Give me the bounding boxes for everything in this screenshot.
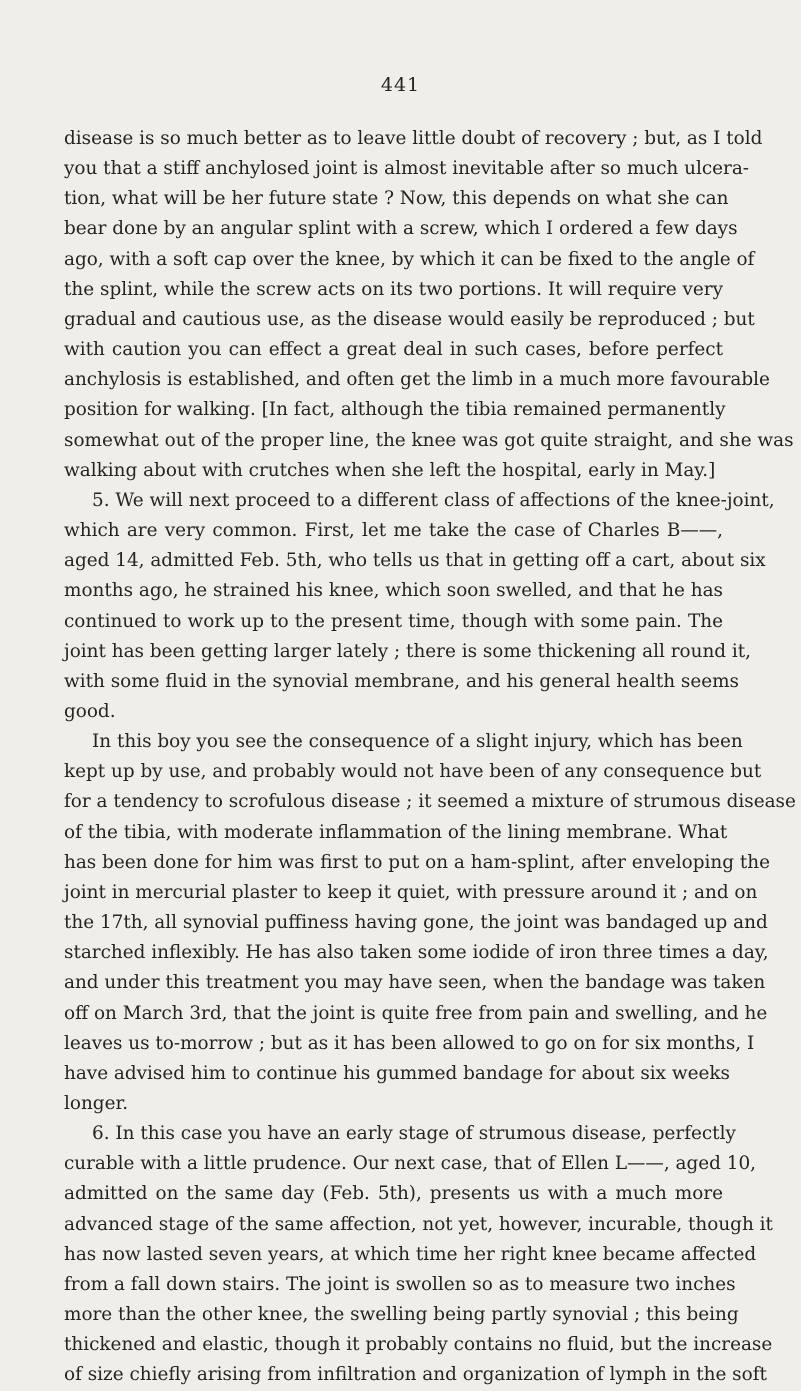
text-line: the 17th, all synovial puffiness having gone, the joint was bandaged up and bbox=[64, 912, 768, 934]
text-line: has now lasted seven years, at which time her right knee became affected bbox=[64, 1243, 757, 1265]
text-line: bear done by an angular splint with a screw, which I ordered a few days bbox=[64, 218, 738, 240]
text-line: continued to work up to the present time, though with some pain. The bbox=[64, 610, 723, 632]
text-line: thickened and elastic, though it probably contains no fluid, but the increase bbox=[64, 1334, 773, 1356]
text-line: with caution you can effect a great deal in such cases, before perfect bbox=[64, 339, 723, 361]
text-line: gradual and cautious use, as the disease would easily be reproduced ; but bbox=[64, 308, 755, 330]
text-line: of the tibia, with moderate inflammation of the lining membrane. What bbox=[64, 821, 728, 843]
text-line: 6. In this case you have an early stage of strumous disease, perfectly bbox=[92, 1123, 736, 1145]
text-line: and under this treatment you may have seen, when the bandage was taken bbox=[64, 972, 766, 994]
text-line: anchylosis is established, and often get the limb in a much more favourable bbox=[64, 369, 770, 391]
text-line: ago, with a soft cap over the knee, by which it can be fixed to the angle of bbox=[64, 248, 755, 270]
text-line: position for walking. [In fact, although the tibia remained permanently bbox=[64, 399, 726, 421]
text-line: somewhat out of the proper line, the knee was got quite straight, and she was bbox=[64, 429, 794, 451]
text-line: starched inflexibly. He has also taken some iodide of iron three times a day, bbox=[64, 942, 769, 964]
text-line: In this boy you see the consequence of a slight injury, which has been bbox=[92, 731, 743, 753]
text-line: has been done for him was first to put on a ham-splint, after enveloping the bbox=[64, 851, 770, 873]
text-line: have advised him to continue his gummed bandage for about six weeks bbox=[64, 1062, 730, 1084]
text-line: leaves us to-morrow ; but as it has been allowed to go on for six months, I bbox=[64, 1032, 755, 1054]
text-line: for a tendency to scrofulous disease ; it seemed a mixture of strumous disease bbox=[64, 791, 796, 813]
text-line: more than the other knee, the swelling being partly synovial ; this being bbox=[64, 1304, 739, 1326]
text-line: advanced stage of the same affection, not yet, however, incurable, though it bbox=[64, 1213, 773, 1235]
text-line: longer. bbox=[64, 1093, 129, 1114]
text-line: 5. We will next proceed to a different class of affections of the knee-joint, bbox=[92, 489, 775, 511]
text-line: admitted on the same day (Feb. 5th), presents us with a much more bbox=[64, 1183, 723, 1205]
text-line: curable with a little prudence. Our next case, that of Ellen L——, aged 10, bbox=[64, 1153, 757, 1175]
text-line: of size chiefly arising from infiltration and organization of lymph in the soft bbox=[64, 1364, 767, 1386]
text-line: from a fall down stairs. The joint is swollen so as to measure two inches bbox=[64, 1273, 736, 1295]
text-line: tion, what will be her future state ? Now, this depends on what she can bbox=[64, 188, 729, 210]
text-line: walking about with crutches when she left the hospital, early in May.] bbox=[64, 459, 716, 481]
body-text bbox=[64, 124, 796, 1391]
text-line: with some fluid in the synovial membrane, and his general health seems bbox=[64, 670, 739, 692]
text-line: which are very common. First, let me take the case of Charles B——, bbox=[64, 520, 723, 542]
text-line: months ago, he strained his knee, which soon swelled, and that he has bbox=[64, 580, 723, 602]
text-line: the splint, while the screw acts on its two portions. It will require very bbox=[64, 278, 723, 300]
text-line: good. bbox=[64, 700, 116, 722]
text-line: aged 14, admitted Feb. 5th, who tells us that in getting off a cart, about six bbox=[64, 550, 766, 572]
text-line: off on March 3rd, that the joint is quite free from pain and swelling, and he bbox=[64, 1002, 768, 1024]
text-line: joint has been getting larger lately ; there is some thickening all round it, bbox=[64, 640, 752, 662]
text-line: kept up by use, and probably would not have been of any consequence but bbox=[64, 761, 762, 783]
text-line: joint in mercurial plaster to keep it quiet, with pressure around it ; and on bbox=[64, 881, 758, 903]
text-line: you that a stiff anchylosed joint is almost inevitable after so much ulcera- bbox=[64, 158, 749, 180]
page-number: 441 bbox=[380, 74, 421, 96]
text-line: disease is so much better as to leave little doubt of recovery ; but, as I told bbox=[64, 128, 763, 149]
